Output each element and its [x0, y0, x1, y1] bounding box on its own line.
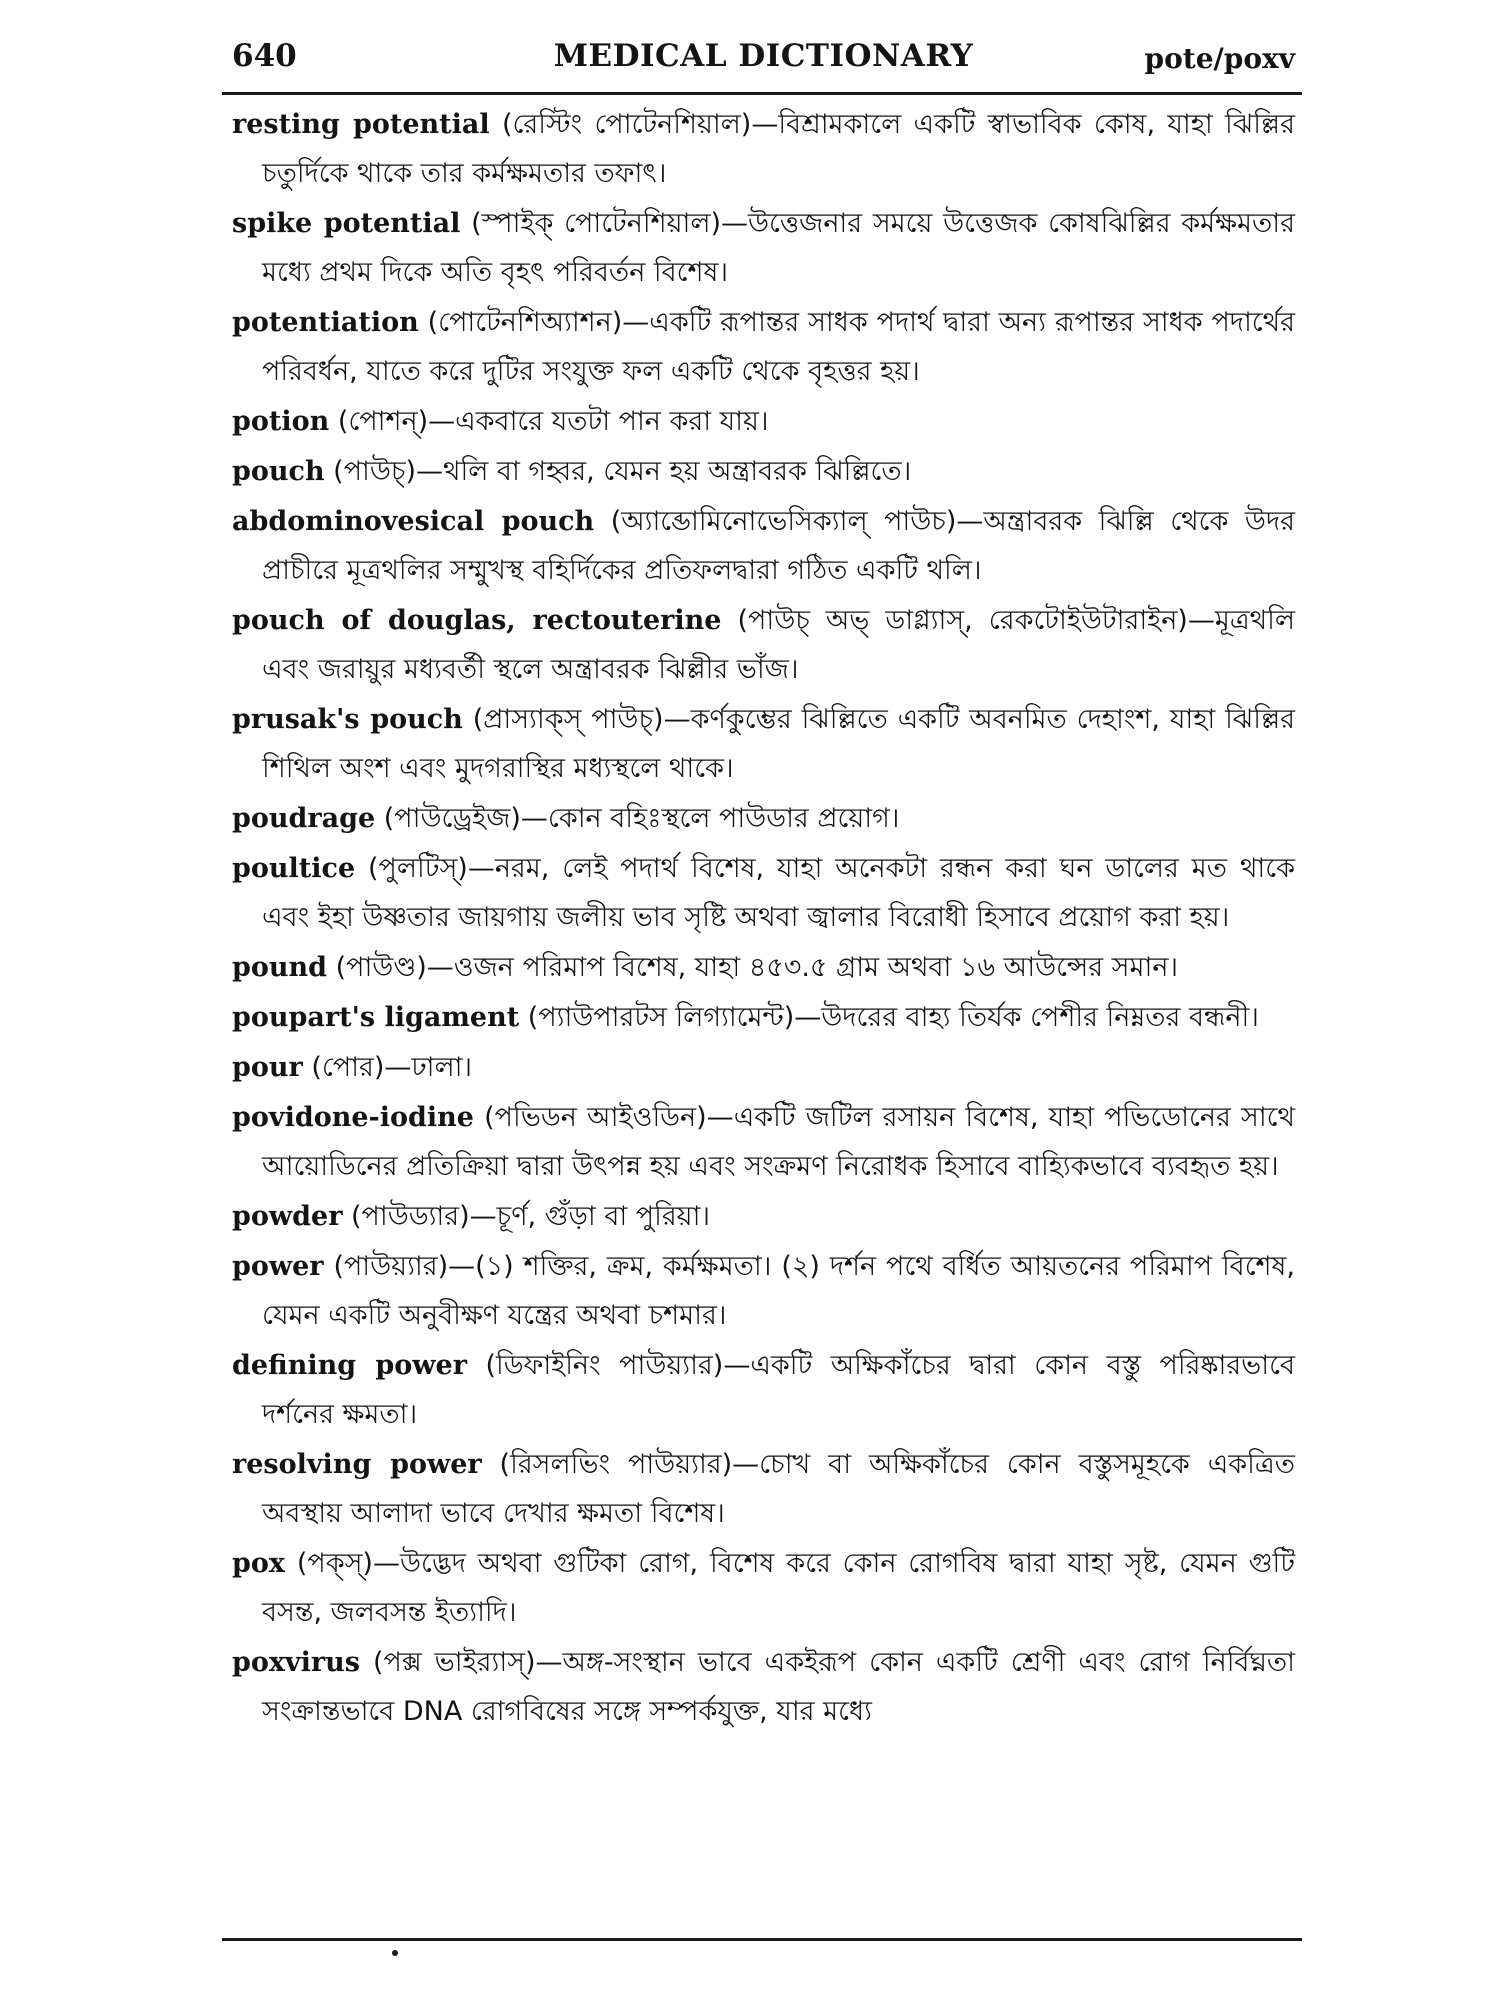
page-header	[232, 30, 1295, 86]
dictionary-entry	[232, 199, 1295, 297]
entry-definition: (পাউড্যার)—চূর্ণ, গুঁড়া বা পুরিয়া।	[342, 1201, 711, 1232]
entry-definition: (পক্স ভাইর‍্যাস্)—অঙ্গ-সংস্থান ভাবে একইরূপ কোন একটি শ্রেণী এবং রোগ নির্বিঘ্নতা সংক্রান্তভাবে DNA রোগবিষের সঙ্গে সম্পর্কযুক্ত, যার মধ্যে	[262, 1647, 1295, 1727]
entry-definition: (পাউয়্যার)—(১) শক্তির, ক্রম, কর্মক্ষমতা। (২) দর্শন পথে বর্ধিত আয়তনের পরিমাপ বিশেষ, যেমন একটি অনুবীক্ষণ যন্ত্রের অথবা চশমার।	[262, 1251, 1295, 1331]
dictionary-entry	[232, 397, 1295, 446]
dictionary-entry	[232, 695, 1295, 793]
entry-definition: (পুলটিস্)—নরম, লেই পদার্থ বিশেষ, যাহা অনেকটা রন্ধন করা ঘন ডালের মত থাকে এবং ইহা উষ্ণতার জায়গায় জলীয় ভাব সৃষ্টি অথবা জ্বালার বিরোধী হিসাবে প্রয়োগ করা হয়।	[262, 853, 1295, 933]
entry-term: povidone-iodine	[232, 1102, 474, 1133]
entry-definition: (রিসলভিং পাউয়্যার)—চোখ বা অক্ষিকাঁচের কোন বস্তুসমূহকে একত্রিত অবস্থায় আলাদা ভাবে দেখার ক্ষমতা বিশেষ।	[262, 1449, 1295, 1529]
entry-definition: (পাউণ্ড)—ওজন পরিমাপ বিশেষ, যাহা ৪৫৩.৫ গ্রাম অথবা ১৬ আউন্সের সমান।	[327, 952, 1179, 983]
dictionary-entry	[232, 794, 1295, 843]
dictionary-entry	[232, 1539, 1295, 1637]
running-title: MEDICAL DICTIONARY	[553, 38, 974, 74]
entry-term: powder	[232, 1201, 343, 1232]
entry-list	[232, 100, 1295, 1737]
entry-definition: (ডিফাইনিং পাউয়্যার)—একটি অক্ষিকাঁচের দ্বারা কোন বস্তু পরিষ্কারভাবে দর্শনের ক্ষমতা।	[262, 1350, 1295, 1430]
entry-definition: (পাউচ্ অভ্ ডাগ্ল্যাস্, রেকটোইউটারাইন)—মূত্রথলি এবং জরায়ুর মধ্যবর্তী স্থলে অন্ত্রাবরক ঝিল্লীর ভাঁজ।	[262, 605, 1295, 685]
dictionary-entry	[232, 943, 1295, 992]
dictionary-entry	[232, 993, 1295, 1042]
dictionary-entry	[232, 497, 1295, 595]
dictionary-entry	[232, 1341, 1295, 1439]
footer-dot	[392, 1950, 398, 1956]
entry-term: pouch of douglas, rectouterine	[232, 605, 722, 636]
dictionary-entry	[232, 1093, 1295, 1191]
entry-term: spike potential	[232, 208, 461, 239]
dictionary-entry	[232, 298, 1295, 396]
entry-definition: (প্যাউপারটস লিগ্যামেন্ট)—উদরের বাহ্য তির্যক পেশীর নিম্নতর বন্ধনী।	[519, 1002, 1259, 1033]
entry-definition: (রেস্টিং পোটেনশিয়াল)—বিশ্রামকালে একটি স্বাভাবিক কোষ, যাহা ঝিল্লির চতুর্দিকে থাকে তার কর্মক্ষমতার তফাৎ।	[262, 109, 1295, 189]
dictionary-entry	[232, 100, 1295, 198]
entry-definition: (পোর)—ঢালা।	[302, 1052, 473, 1083]
entry-term: defining power	[232, 1350, 467, 1381]
entry-definition: (পাউড্রেইজ)—কোন বহিঃস্থলে পাউডার প্রয়োগ।	[375, 803, 900, 834]
entry-term: poupart's ligament	[232, 1002, 520, 1033]
dictionary-entry	[232, 1638, 1295, 1736]
entry-term: potion	[232, 406, 330, 437]
page-number: 640	[232, 38, 297, 74]
dictionary-entry	[232, 1242, 1295, 1340]
entry-term: poxvirus	[232, 1647, 360, 1678]
entry-term: poudrage	[232, 803, 376, 834]
entry-term: poultice	[232, 853, 356, 884]
footer-rule	[222, 1938, 1302, 1941]
dictionary-entry	[232, 596, 1295, 694]
entry-definition: (স্পাইক্ পোটেনশিয়াল)—উত্তেজনার সময়ে উত্তেজক কোষঝিল্লির কর্মক্ষমতার মধ্যে প্রথম দিকে অতি বৃহৎ পরিবর্তন বিশেষ।	[262, 208, 1295, 288]
dictionary-entry	[232, 447, 1295, 496]
entry-term: resolving power	[232, 1449, 482, 1480]
dictionary-entry	[232, 1192, 1295, 1241]
dictionary-entry	[232, 844, 1295, 942]
entry-term: abdominovesical pouch	[232, 506, 595, 537]
entry-definition: (পক্স্)—উদ্ভেদ অথবা গুটিকা রোগ, বিশেষ করে কোন রোগবিষ দ্বারা যাহা সৃষ্ট, যেমন গুটি বসন্ত, জলবসন্ত ইত্যাদি।	[262, 1548, 1295, 1628]
entry-term: pound	[232, 952, 328, 983]
entry-term: potentiation	[232, 307, 419, 338]
dictionary-entry	[232, 1440, 1295, 1538]
header-rule	[222, 92, 1302, 95]
dictionary-entry	[232, 1043, 1295, 1092]
entry-definition: (পোশন্)—একবারে যতটা পান করা যায়।	[329, 406, 769, 437]
entry-term: pouch	[232, 456, 325, 487]
entry-definition: (অ্যাব্ডোমিনোভেসিক্যাল্ পাউচ)—অন্ত্রাবরক ঝিল্লি থেকে উদর প্রাচীরে মূত্রথলির সম্মুখস্থ বহির্দিকের প্রতিফলদ্বারা গঠিত একটি থলি।	[262, 506, 1295, 586]
entry-definition: (পোটেনশিঅ্যাশন)—একটি রূপান্তর সাধক পদার্থ দ্বারা অন্য রূপান্তর সাধক পদার্থের পরিবর্ধন, যাতে করে দুটির সংযুক্ত ফল একটি থেকে বৃহত্তর হয়।	[262, 307, 1295, 387]
entry-term: pour	[232, 1052, 303, 1083]
guide-words: pote/poxv	[1144, 42, 1295, 75]
entry-term: resting potential	[232, 109, 490, 140]
entry-term: power	[232, 1251, 324, 1282]
entry-term: pox	[232, 1548, 285, 1579]
entry-definition: (পভিডন আইওডিন)—একটি জটিল রসায়ন বিশেষ, যাহা পভিডোনের সাথে আয়োডিনের প্রতিক্রিয়া দ্বারা উৎপন্ন হয় এবং সংক্রমণ নিরোধক হিসাবে বাহ্যিকভাবে ব্যবহৃত হয়।	[262, 1102, 1295, 1182]
entry-definition: (পাউচ্)—থলি বা গহ্বর, যেমন হয় অন্ত্রাবরক ঝিল্লিতে।	[324, 456, 912, 487]
entry-term: prusak's pouch	[232, 704, 463, 735]
entry-definition: (প্রাস্যাক্স্ পাউচ্)—কর্ণকুম্ভের ঝিল্লিতে একটি অবনমিত দেহাংশ, যাহা ঝিল্লির শিথিল অংশ এবং মুদগরাস্থির মধ্যস্থলে থাকে।	[262, 704, 1296, 784]
